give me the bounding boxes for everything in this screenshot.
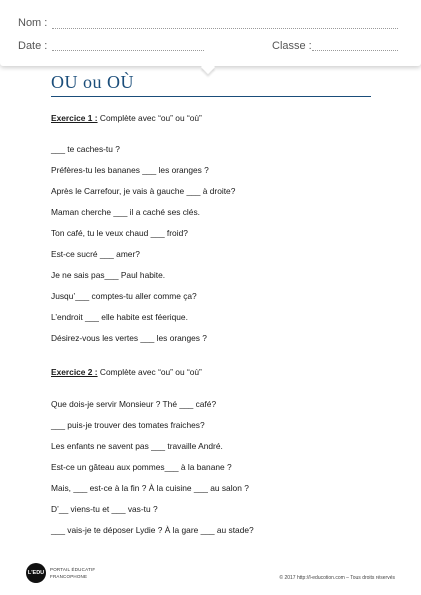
exercise-1-sentence: Maman cherche ___ il a caché ses clés. [51, 207, 200, 217]
exercise-1-list [51, 144, 235, 354]
exercise-2-sentence: Mais, ___ est-ce à la fin ? À la cuisine ___ au salon ? [51, 483, 249, 493]
exercise-1-heading [51, 113, 202, 123]
exercise-2-sentence: D’__ viens-tu et ___ vas-tu ? [51, 504, 158, 514]
footer-brand [50, 567, 95, 580]
name-field[interactable] [52, 28, 398, 29]
name-label: Nom : [18, 17, 48, 29]
footer-copyright: © 2017 http://l-educotion.com – Tous droits réservés [279, 575, 395, 581]
exercise-1-instruction: Complète avec “ou” ou “où” [97, 113, 202, 123]
date-label: Date : [18, 40, 48, 52]
exercise-1-sentence: Je ne sais pas___ Paul habite. [51, 270, 166, 280]
exercise-2-sentence: Que dois-je servir Monsieur ? Thé ___ café? [51, 399, 217, 409]
ledu-logo: L'EDU [26, 563, 46, 583]
exercise-2-sentence: Est-ce un gâteau aux pommes___ à la banane ? [51, 462, 232, 472]
class-label: Classe : [272, 40, 312, 52]
date-field[interactable] [52, 50, 204, 51]
title-underline [51, 96, 371, 97]
exercise-1-sentence: Ton café, tu le veux chaud ___ froid? [51, 228, 188, 238]
exercise-1-sentence: Préfères-tu les bananes ___ les oranges ? [51, 165, 209, 175]
exercise-2-list [51, 399, 254, 546]
exercise-1-sentence: Est-ce sucré ___ amer? [51, 249, 140, 259]
exercise-1-sentence: Après le Carrefour, je vais à gauche ___ à droite? [51, 186, 236, 196]
exercise-1-label: Exercice 1 : [51, 113, 98, 123]
exercise-1-sentence: ___ te caches-tu ? [51, 144, 120, 154]
exercise-2-heading [51, 367, 202, 377]
class-field[interactable] [312, 50, 398, 51]
exercise-1-sentence: L’endroit ___ elle habite est féerique. [51, 312, 188, 322]
exercise-2-sentence: ___ puis-je trouver des tomates fraiches? [51, 420, 205, 430]
footer-brand-line-2: FRANCOPHONE [50, 573, 88, 579]
worksheet-header [0, 0, 421, 66]
exercise-2-label: Exercice 2 : [51, 367, 98, 377]
exercise-1-sentence: Jusqu’___ comptes-tu aller comme ça? [51, 291, 197, 301]
page-title: OU ou OÙ [51, 72, 134, 92]
footer-brand-line-1: PORTAIL ÉDUCATIF [50, 567, 96, 572]
exercise-1-sentence: Désirez-vous les vertes ___ les oranges ? [51, 333, 207, 343]
exercise-2-sentence: ___ vais-je te déposer Lydie ? À la gare ___ au stade? [51, 525, 254, 535]
exercise-2-instruction: Complète avec “ou” ou “où” [97, 367, 202, 377]
exercise-2-sentence: Les enfants ne savent pas ___ travaille André. [51, 441, 223, 451]
